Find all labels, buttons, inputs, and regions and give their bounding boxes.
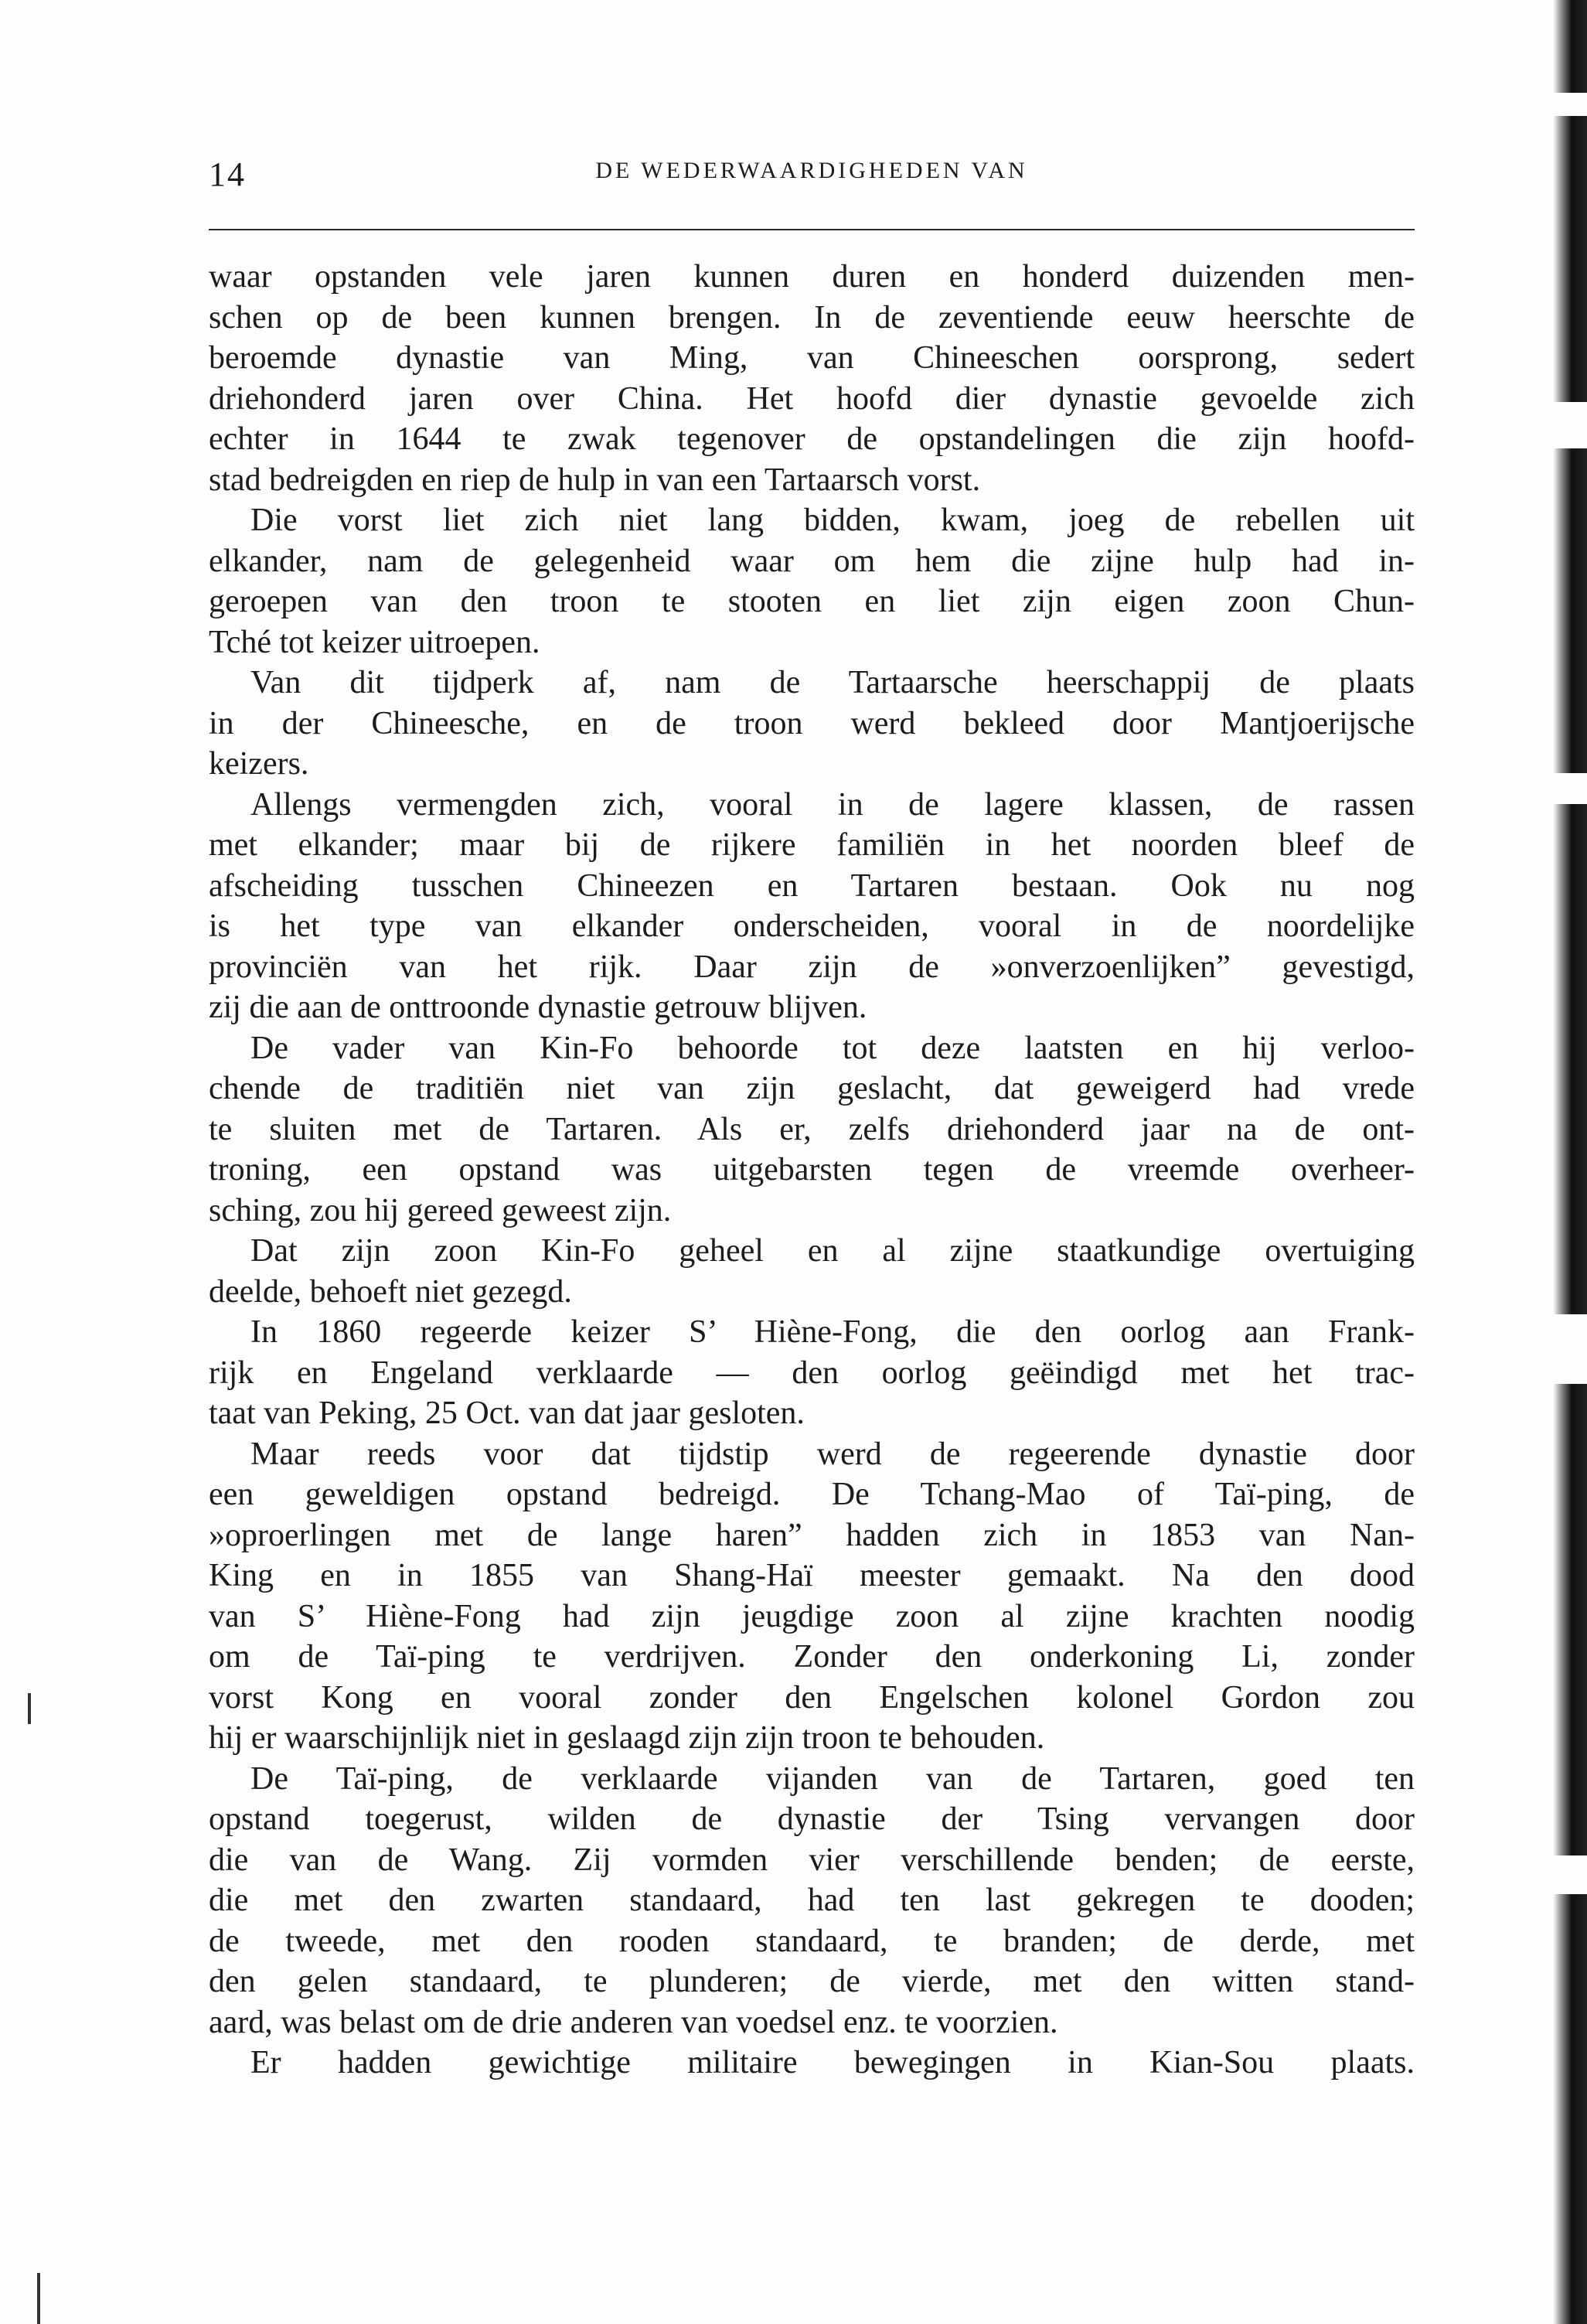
text-line: troning, een opstand was uitgebarsten tegen de vreemde overheer- [209,1152,1415,1188]
text-line: In 1860 regeerde keizer S’ Hiène-Fong, die den oorlog aan Frank- [250,1314,1415,1350]
text-line: Die vorst liet zich niet lang bidden, kwam, joeg de rebellen uit [250,503,1415,538]
text-line: te sluiten met de Tartaren. Als er, zelfs driehonderd jaar na de ont- [209,1111,1415,1147]
page-number: 14 [209,155,246,193]
text-line: sching, zou hij gereed geweest zijn. [209,1192,672,1228]
text-line: driehonderd jaren over China. Het hoofd dier dynastie gevoelde zich [209,380,1415,417]
header-rule [209,229,1415,230]
text-line: afscheiding tusschen Chineezen en Tartaren bestaan. Ook nu nog [209,867,1415,904]
scan-mark-left [28,1693,31,1724]
text-line: schen op de been kunnen brengen. In de zeventiende eeuw heerschte de [209,299,1415,336]
text-line: zij die aan de onttroonde dynastie getrouw blijven. [209,990,867,1025]
body-text [209,257,1415,2084]
text-line: keizers. [209,746,309,782]
scan-mark-left [37,2273,40,2324]
scan-border-right [1553,0,1587,2324]
text-line: een geweldigen opstand bedreigd. De Tchang-Mao of Taï-ping, de [209,1477,1415,1512]
text-line: beroemde dynastie van Ming, van Chineeschen oorsprong, sedert [209,340,1415,376]
text-line: rijk en Engeland verklaarde — den oorlog geëindigd met het trac- [209,1355,1415,1391]
text-line: Er hadden gewichtige militaire bewegingen in Kian-Sou plaats. [250,2045,1415,2080]
text-line: die van de Wang. Zij vormden vier verschillende benden; de eerste, [209,1842,1415,1878]
text-line: stad bedreigden en riep de hulp in van een Tartaarsch vorst. [209,462,981,498]
text-line: vorst Kong en vooral zonder den Engelschen kolonel Gordon zou [209,1679,1415,1716]
text-line: Van dit tijdperk af, nam de Tartaarsche heerschappij de plaats [250,665,1415,700]
text-line: geroepen van den troon te stooten en liet zijn eigen zoon Chun- [209,584,1415,619]
text-line: Allengs vermengden zich, vooral in de lagere klassen, de rassen [250,786,1415,823]
running-head [209,155,1415,201]
text-line: echter in 1644 te zwak tegenover de opstandelingen die zijn hoofd- [209,421,1415,457]
text-line: taat van Peking, 25 Oct. van dat jaar gesloten. [209,1395,805,1431]
text-line: opstand toegerust, wilden de dynastie der Tsing vervangen door [209,1801,1415,1837]
text-line: King en in 1855 van Shang-Haï meester gemaakt. Na den dood [209,1558,1415,1593]
text-line: deelde, behoeft niet gezegd. [209,1273,572,1310]
text-line: van S’ Hiène-Fong had zijn jeugdige zoon al zijne krachten noodig [209,1598,1415,1634]
text-line: de tweede, met den rooden standaard, te branden; de derde, met [209,1923,1415,1959]
text-line: De Taï-ping, de verklaarde vijanden van de Tartaren, goed ten [250,1760,1415,1797]
running-title: DE WEDERWAARDIGHEDEN VAN [595,158,1028,183]
text-line: Dat zijn zoon Kin-Fo geheel en al zijne staatkundige overtuiging [250,1233,1415,1269]
text-line: Tché tot keizer uitroepen. [209,624,540,660]
text-line: aard, was belast om de drie anderen van voedsel enz. te voorzien. [209,2004,1058,2040]
text-line: die met den zwarten standaard, had ten last gekregen te dooden; [209,1883,1415,1918]
text-line: provinciën van het rijk. Daar zijn de »onverzoenlijken” gevestigd, [209,949,1415,985]
text-line: De vader van Kin-Fo behoorde tot deze laatsten en hij verloo- [250,1030,1415,1066]
text-line: is het type van elkander onderscheiden, vooral in de noordelijke [209,908,1415,944]
text-line: om de Taï-ping te verdrijven. Zonder den onderkoning Li, zonder [209,1639,1415,1675]
text-line: met elkander; maar bij de rijkere familiën in het noorden bleef de [209,827,1415,863]
text-line: in der Chineesche, en de troon werd bekleed door Mantjoerijsche [209,705,1415,741]
text-line: hij er waarschijnlijk niet in geslaagd zijn zijn troon te behouden. [209,1720,1045,1756]
text-line: chende de traditiën niet van zijn geslacht, dat geweigerd had vrede [209,1071,1415,1106]
text-line: elkander, nam de gelegenheid waar om hem die zijne hulp had in- [209,543,1415,579]
text-line: Maar reeds voor dat tijdstip werd de regeerende dynastie door [250,1436,1415,1472]
text-line: den gelen standaard, te plunderen; de vierde, met den witten stand- [209,1964,1415,1999]
text-line: waar opstanden vele jaren kunnen duren en honderd duizenden men- [209,259,1415,295]
text-line: »oproerlingen met de lange haren” hadden zich in 1853 van Nan- [209,1517,1415,1553]
